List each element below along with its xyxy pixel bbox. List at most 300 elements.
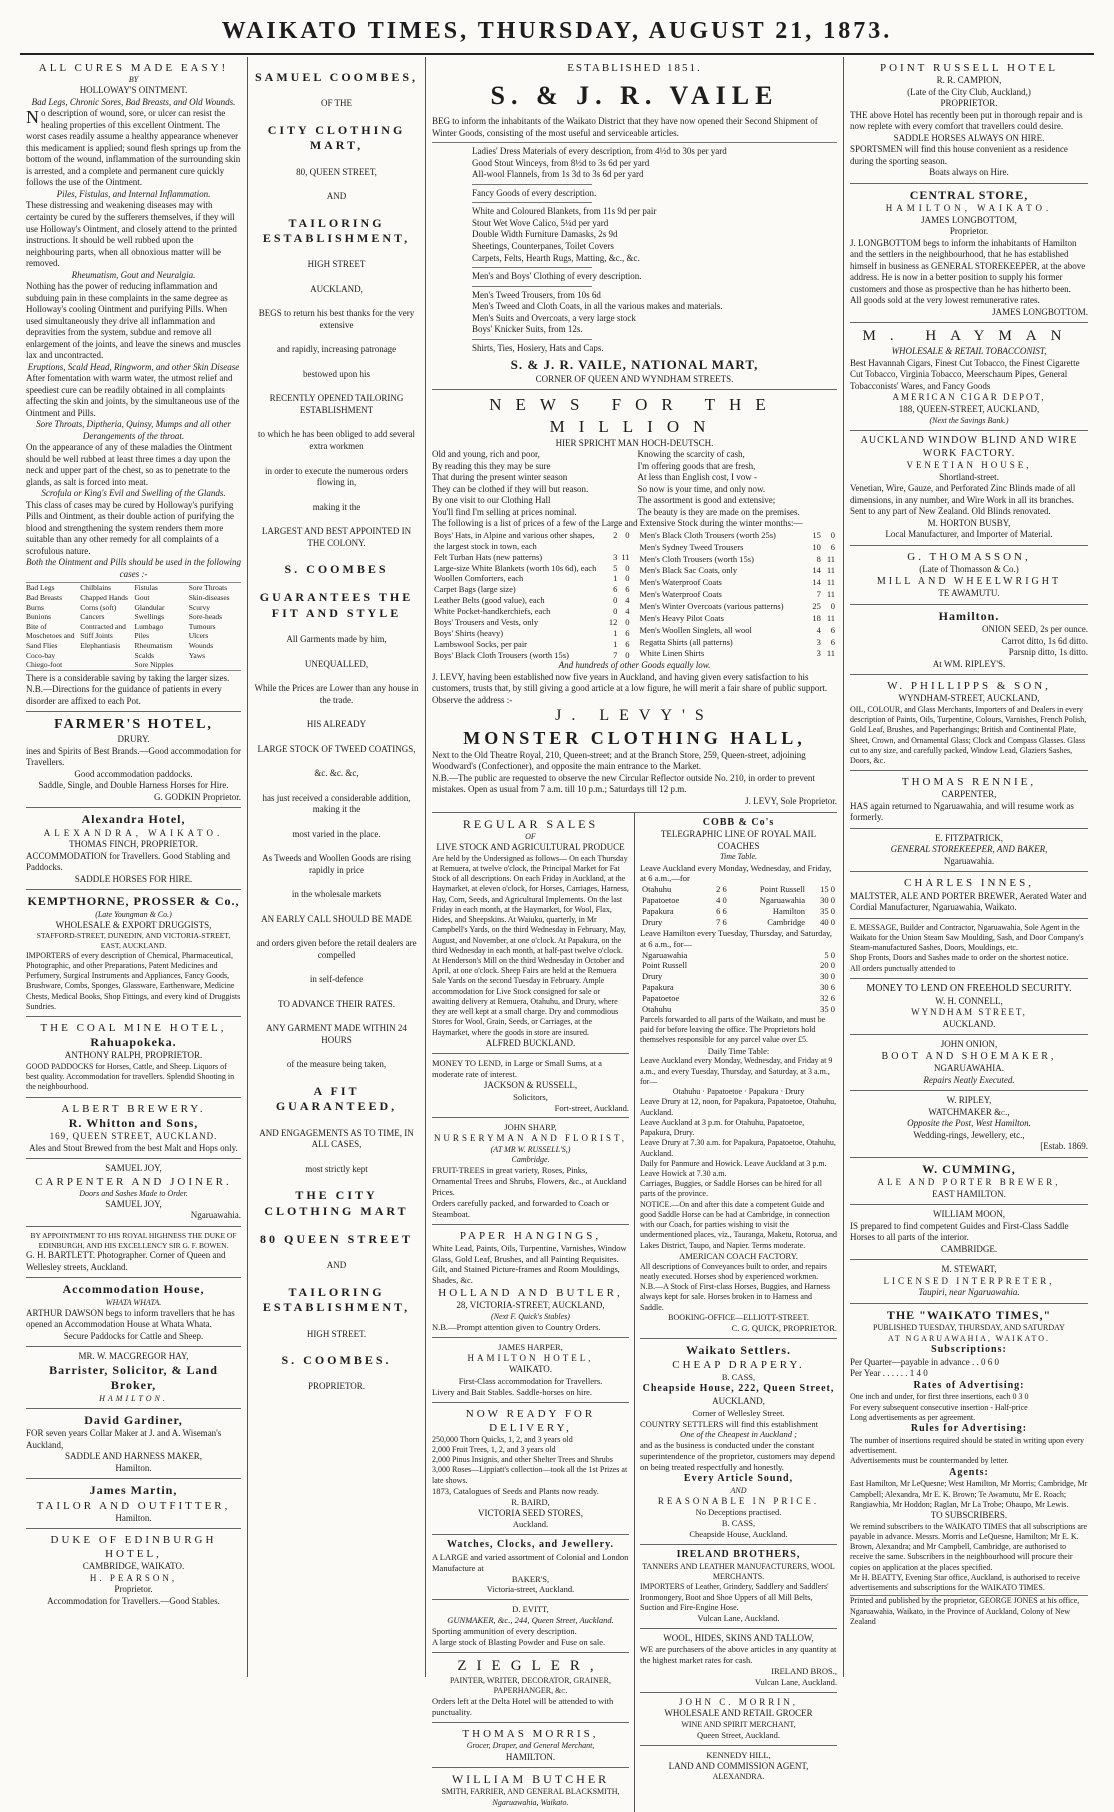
table-cell: Point Russell [759, 884, 806, 895]
ad-wool-hides [640, 1629, 837, 1693]
ad-line: And hundreds of other Goods equally low. [558, 660, 711, 671]
table-cell: 7 6 [716, 916, 727, 927]
table-cell: 0 [625, 529, 630, 540]
ad-kennedy-hill [640, 1746, 837, 1787]
ad-mart: S. & J. R. VAILE, NATIONAL MART, [510, 357, 759, 373]
coombes-line: &c. &c. &c, [314, 768, 359, 779]
ad-ziegler [432, 1653, 629, 1723]
ad-heading: Eruptions, Scald Head, Ringworm, and other Skin Disease [27, 361, 240, 372]
coombes-line: has just received a considerable addition, making it the [262, 792, 411, 815]
table-row [432, 650, 632, 661]
ad-paragraph: Nothing has the power of reducing inflammation and subduing pain in these complaints in the same degree as Holloway's cooling Ointment and purifying Pills. When used simultaneously they drive all inflammation and depravities from the system, subdue and remove all enlargement of the joints, and leave the sinews and muscles lax and uncontracted. [26, 281, 241, 361]
table-cell: 32 6 [820, 993, 835, 1004]
table-row [640, 906, 837, 917]
ad-title: HAMILTON HOTEL, [467, 1352, 594, 1363]
table-row [638, 589, 838, 601]
table-cell: 0 [625, 616, 630, 627]
coombes-line: HIS ALREADY [306, 719, 367, 730]
ad-line: GOOD PADDOCKS for Horses, Cattle, and Sheep. Liquors of best quality. Accommodation for travellers. Splendid Shooting in the neighbourhood. [26, 1061, 235, 1092]
ad-line: Leave Drury at 7.30 a.m. for Papakura, Papatoetoe, Otahuhu, Auckland. [640, 1138, 836, 1158]
coombes-line: A FIT GUARANTEED, [275, 1083, 398, 1114]
ad-line: SADDLE HORSES ALWAYS ON HIRE. [893, 132, 1045, 143]
table-cell: 1 [613, 627, 618, 638]
ad-signature: J. LEVY, Sole Proprietor. [745, 796, 837, 806]
ad-place: ALEXANDRA, WAIKATO. [43, 827, 224, 838]
table-cell: 14 [812, 577, 821, 588]
ad-heading: MONSTER CLOTHING HALL, [463, 727, 806, 748]
table-row [640, 917, 837, 928]
ad-line: AND [730, 1485, 747, 1495]
coombes-line: and orders given before the retail dealers are compelled [256, 938, 417, 960]
ad-title: W. PHILLIPPS & SON, [887, 680, 1051, 693]
ad-line: MONEY TO LEND, in Large or Small Sums, at a moderate rate of interest. [432, 1058, 602, 1080]
ad-heading: Rates of Advertising: [913, 1379, 1025, 1391]
ad-line: WHOLESALE & EXPORT DRUGGISTS, [55, 919, 212, 930]
ailment-table [26, 582, 241, 670]
table-cell: Large-size White Blankets (worth 10s 6d), each [434, 562, 597, 573]
table-cell: Leather Belts (good value), each [434, 595, 545, 606]
ad-line: 1873, Catalogues of Seeds and Plants now ready. [432, 1485, 599, 1496]
table-cell: 30 0 [820, 895, 835, 906]
ad-address: CORNER OF QUEEN AND WYNDHAM STREETS. [535, 373, 734, 384]
table-cell: Men's Winter Overcoats (various patterns) [639, 601, 784, 612]
ad-note: N.B.—Prompt attention given to Country Orders. [432, 1322, 601, 1333]
ad-established: [Estab. 1869. [1040, 1141, 1088, 1152]
ad-title: CARPENTER AND JOINER. [35, 1175, 232, 1188]
table-row [432, 639, 632, 650]
ad-news-million [432, 390, 837, 812]
coombes-line: bestowed upon his [303, 368, 370, 379]
ad-place: AUCKLAND. [942, 1018, 996, 1029]
coombes-line: in the wholesale markets [291, 889, 382, 900]
ad-paragraph: This class of cases may be cured by Holloway's purifying Pills and Ointment, as their double action of purifying the blood and strengthening the system renders them more suitable than any other remedy for all complaints of a scrofulous nature. [26, 499, 234, 556]
table-cell: White Linen Shirts [639, 648, 705, 659]
ad-name: VICTORIA SEED STORES, [478, 1507, 583, 1518]
ad-title: THOMAS MORRIS, [462, 1728, 599, 1741]
ad-window-blind [850, 431, 1088, 546]
table-cell: 4 [816, 624, 821, 635]
ad-poem: Knowing the scarcity of cash, I'm offering goods that are fresh, At less than English cost, I vow - So now is your time, and only now. The assortment is good and extensive; The beauty is they are made on the premises. [637, 449, 800, 517]
ad-subtitle: Repairs Neatly Executed. [923, 1074, 1015, 1085]
table-row [638, 637, 838, 649]
coombes-line: 80 QUEEN STREET [259, 1231, 414, 1246]
table-cell: 30 6 [820, 982, 835, 993]
ad-address: Next to the Old Theatre Royal, 210, Queen-street; and at the Branch Store, 259, Queen-street, adjoining Woodward's (Confectioner), and opposite the main entrance to the Market. [432, 749, 806, 772]
ad-place: HAMILTON. [505, 1751, 556, 1762]
ad-line: BOOKING-OFFICE—ELLIOTT-STREET. [668, 1312, 809, 1322]
ad-title: G. THOMASSON, [907, 550, 1031, 563]
ad-title: THOMAS RENNIE, [901, 776, 1037, 789]
table-cell: Hamilton [772, 906, 806, 917]
table-cell: 11 [826, 612, 835, 623]
ad-heading: Every Article Sound, [683, 1472, 794, 1484]
price-list-left [432, 530, 632, 661]
columns [20, 57, 1094, 1807]
table-cell: Carpet Bags (large size) [434, 584, 516, 595]
ad-whata-whata [26, 1278, 241, 1347]
ad-subtitle: SMITH, FARRIER, AND GENERAL BLACKSMITH, [441, 1787, 620, 1797]
table-row [638, 542, 838, 554]
ad-subtitle: VENETIAN HOUSE, [906, 460, 1032, 471]
table-cell: 2 6 [716, 884, 727, 895]
table-cell: 10 [812, 541, 821, 552]
ad-line: Shop Fronts, Doors and Sashes made to order on the shortest notice. [850, 953, 1069, 963]
table-row [432, 617, 632, 628]
ad-title: S. & J. R. VAILE [490, 81, 779, 111]
table-row [432, 552, 632, 563]
ad-paragraph: HAS again returned to Ngaruawahia, and will resume work as formerly. [850, 800, 1074, 823]
ad-note: (Next the Savings Bank.) [929, 415, 1009, 425]
ad-address: Fort-street, Auckland. [554, 1102, 629, 1113]
ad-title: BOOT AND SHOEMAKER, [881, 1050, 1057, 1062]
table-cell: Boys' Trousers and Vests, only [434, 616, 539, 627]
coombes-line: OF THE [320, 98, 353, 109]
ad-proprietor: ANTHONY RALPH, PROPRIETOR. [64, 1050, 203, 1061]
ad-name: M. HORTON BUSBY, [927, 517, 1011, 528]
ad-title: COBB & Co's [702, 816, 775, 828]
ad-title: WOOL, HIDES, SKINS AND TALLOW, [663, 1632, 814, 1643]
ad-address: Vulcan Lane, Auckland. [697, 1613, 780, 1624]
ad-subtitle: WINE AND SPIRIT MERCHANT, [681, 1719, 796, 1729]
ad-name: D. EVITT, [512, 1604, 549, 1615]
ad-title: NURSERYMAN AND FLORIST, [433, 1133, 628, 1144]
ad-place: Ngaruawahia. [943, 855, 995, 866]
ad-address: 188, QUEEN-STREET, AUCKLAND, [898, 404, 1040, 414]
ad-place: CAMBRIDGE. [940, 1243, 998, 1254]
table-cell: Men's Black Sac Coats, only [639, 565, 738, 576]
ad-paragraph: We remind subscribers to the WAIKATO TIMES that all subscriptions are payable in advance. Messrs. Morris and LeQuesne, Hamilton; Mr E. K. Brown, Alexandra; and Mr Campbell, Cambridge, are authorised to receive the same. Subscribers in the neighbourhood will procure their copies on application at the places specified. [850, 1521, 1088, 1572]
ad-heading: TO SUBSCRIBERS. [930, 1510, 1008, 1521]
coombes-line: S. COOMBES. [281, 1353, 392, 1368]
table-cell: Papakura [642, 982, 674, 993]
table-cell: 6 [830, 541, 835, 552]
ad-line: The number of insertions required should be stated in writing upon every advertisement. [850, 1435, 1084, 1456]
ad-title: NOW READY FOR DELIVERY, [465, 1407, 596, 1434]
ad-place: Hamilton. [115, 1462, 152, 1473]
table-row [640, 884, 837, 895]
ad-heading: Rules for Advertising: [910, 1423, 1028, 1435]
table-cell: Men's Waterproof Coats [639, 577, 722, 588]
table-cell: 5 [613, 562, 618, 573]
table-row [638, 530, 838, 542]
ad-line: Leave Auckland at 3 p.m. for Otahuhu, Papatoetoe, Papakura, Drury. [640, 1117, 805, 1138]
ad-subtitle: TELEGRAPHIC LINE OF ROYAL MAIL COACHES [660, 829, 817, 851]
table-row [638, 625, 838, 637]
ad-heading: AMERICAN COACH FACTORY. [679, 1250, 798, 1261]
ad-signature: R. BAIRD, [511, 1496, 550, 1507]
ad-subtitle: CHEAP DRAPERY. [672, 1359, 805, 1372]
ad-intro: BEG to inform the inhabitants of the Waikato District that they have now opened their Second Shipment of Winter Goods, consisting of the most useful and serviceable articles. [432, 116, 818, 138]
table-row [640, 895, 837, 906]
table-row [638, 648, 838, 660]
ad-subtitle: (Late Youngman & Co.) [95, 909, 172, 919]
ad-title: AUCKLAND WINDOW BLIND AND WIRE WORK FACTORY. [860, 434, 1078, 459]
ad-place: Ngaruawahia, Waikato. [492, 1797, 569, 1807]
ad-line: Leave Auckland every Monday, Wednesday, and Friday, at 6 a.m.,—for [640, 862, 832, 884]
ad-line: BY APPOINTMENT TO HIS ROYAL HIGHNESS THE DUKE OF EDINBURGH, AND HIS EXCELLENCY SIR G. F. BOWEN. [30, 1231, 237, 1250]
table-cell: Boys' Shirts (heavy) [434, 627, 504, 638]
table-cell: 20 0 [820, 960, 835, 971]
table-row [638, 554, 838, 566]
ad-place: AUCKLAND, [712, 1396, 765, 1407]
lower-right [635, 813, 837, 1812]
ad-title: THE "WAIKATO TIMES," [886, 1308, 1052, 1322]
coombes-line: 80, QUEEN STREET, [296, 166, 377, 177]
table-row [640, 960, 837, 971]
ad-title: KEMPTHORNE, PROSSER & Co., [27, 894, 240, 909]
table-cell: 6 [625, 627, 630, 638]
ad-goods: Shirts, Ties, Hosiery, Hats and Caps. [472, 342, 604, 353]
ad-line: Boats always on Hire. [929, 167, 1009, 178]
table-cell: 6 [625, 584, 630, 595]
ad-subtitle: GENERAL STOREKEEPER, AND BAKER, [890, 844, 1048, 855]
ad-paragraph: COUNTRY SETTLERS will find this establishment [640, 1418, 818, 1429]
table-cell: Boys' Black Cloth Trousers (worth 15s) [434, 649, 569, 660]
ad-paragraph: East Hamilton, Mr LeQuesne; West Hamilton, Mr Morris; Cambridge, Mr Campbell; Alexandra, Mr E. K. Brown; Te Awamutu, Mr E. Roach; Rangiawhia, Mr Hoddon; Raglan, Mr La Trobe; Ohaupo, Mr Lewis. [850, 1479, 1088, 1509]
coombes-line: most varied in the place. [292, 828, 381, 839]
ad-line: ARTHUR DAWSON begs to inform travellers that he has opened an Accommodation House at Whata Whata. [26, 1307, 235, 1330]
ad-cobb-coaches [640, 813, 837, 1340]
coach-fares-2 [640, 950, 837, 1015]
table-cell: Point Russell [642, 960, 688, 971]
coombes-line: of the measure being taken, [286, 1059, 387, 1070]
coombes-line: LARGEST AND BEST APPOINTED IN THE COLONY. [261, 526, 412, 548]
ad-goods: White and Coloured Blankets, from 11s 9d per pair Stout Wet Wove Calico, 5¼d per yard Double Width Furniture Damasks, 2s 9d Sheetings, Counterpanes, Toilet Covers Carpets, Felts, Hearth Rugs, Matting, &c., &c. [472, 206, 657, 263]
ad-fitzpatrick [850, 829, 1088, 873]
ad-john-onion [850, 1035, 1088, 1091]
ad-regular-sales [432, 813, 629, 1055]
ad-name: H. PEARSON, [89, 1572, 178, 1583]
table-cell: 0 [625, 649, 630, 660]
table-cell: Regatta Shirts (all patterns) [639, 636, 733, 647]
ad-line: Time Table. [719, 852, 758, 862]
table-row [432, 563, 632, 574]
ad-place: AT NGARUAWAHIA, WAIKATO. [887, 1333, 1051, 1343]
ad-paragraph: All descriptions of Conveyances built to order, and repairs neatly executed. Horses shod by experienced workmen. [640, 1261, 827, 1281]
ad-line: Livery and Bait Stables. Saddle-horses on hire. [432, 1386, 593, 1397]
ad-paragraph: Mr H. BEATTY, Evening Star office, Auckland, is authorised to receive advertisements and subscriptions for the WAIKATO TIMES. [850, 1572, 1080, 1593]
ad-heading: AMERICAN CIGAR DEPOT, [892, 392, 1046, 403]
table-row [640, 950, 837, 961]
table-cell: Ngaruawahia [642, 949, 688, 960]
ad-line: ACCOMMODATION for Travellers. Good Stabling and Paddocks. [26, 850, 230, 873]
coombes-line: making it the [312, 501, 361, 512]
table-cell: Papakura [642, 906, 674, 917]
ad-by: BY [128, 75, 139, 85]
ad-place: Taupiri, near Ngaruawahia. [918, 1287, 1020, 1298]
coombes-line: LARGE STOCK OF TWEED COATINGS, [257, 743, 416, 754]
ad-title: Barrister, Solicitor, & Land Broker, [49, 1362, 218, 1393]
ad-line: All orders punctually attended to [850, 963, 956, 973]
ad-signature: JAMES LONGBOTTOM. [992, 306, 1088, 317]
coombes-line: in order to execute the numerous orders flowing in, [265, 465, 408, 488]
ad-title: Alexandra Hotel, [81, 812, 186, 827]
ad-line: G. H. BARTLETT. Photographer. Corner of Queen and Wellesley streets, Auckland. [26, 1250, 226, 1272]
ad-kempthorne [26, 890, 241, 1017]
coombes-line: TAILORING ESTABLISHMENT, [262, 1284, 411, 1315]
ad-waikato-times-terms [850, 1304, 1088, 1631]
ad-paragraph: THE above Hotel has recently been put in thorough repair and is now replete with every comfort that travellers could desire. [850, 109, 1083, 132]
imprint: Printed and published by the proprietor, GEORGE JONES at his office, Ngaruawahia, Waikato, in the Province of Auckland, Colony of New Zealand [850, 1595, 1088, 1627]
ad-paragraph: Parcels forwarded to all parts of the Waikato, and must be paid for before leaving the office. The Proprietors hold themselves responsible for any parcel value over £5. [640, 1014, 826, 1045]
ad-name: HOLLAND AND BUTLER, [438, 1287, 623, 1300]
ad-line: Observe the address :- [432, 694, 513, 705]
table-cell: 2 [613, 529, 618, 540]
ad-james-harper [432, 1338, 629, 1403]
ad-line: Carriages, Buggies, or Saddle Horses can be hired for all parts of the province. [640, 1179, 822, 1199]
ad-subtitle: (Late of Thomasson & Co.) [919, 564, 1019, 575]
ad-central-store [850, 184, 1088, 324]
table-cell: Men's Black Cloth Trousers (worth 25s) [639, 529, 776, 540]
ad-line: Daily for Panmure and Howick. Leave Auckland at 3 p.m. Leave Howick at 7.30 a.m. [640, 1158, 827, 1178]
coombes-line: and rapidly, increasing patronage [276, 344, 397, 355]
table-cell: Felt Turban Hats (new patterns) [434, 551, 543, 562]
ad-name: SAMUEL JOY, [105, 1163, 162, 1174]
ad-title: ALE AND PORTER BREWER, [877, 1177, 1061, 1188]
table-cell: 18 [812, 612, 821, 623]
ad-line: All goods sold at the very lowest remunerative rates. [850, 295, 1040, 306]
table-cell: 0 [613, 595, 618, 606]
ad-subtitle: Opposite the Post, West Hamilton. [907, 1118, 1031, 1129]
ad-waikato-settlers [640, 1339, 837, 1545]
coombes-line: most strictly kept [305, 1163, 368, 1174]
ad-line: Per Quarter—payable in advance . . 0 6 0 [850, 1356, 999, 1367]
table-row [640, 982, 837, 993]
table-row [432, 606, 632, 617]
table-row [432, 530, 632, 552]
ad-title: WILLIAM BUTCHER [451, 1772, 610, 1787]
coombes-line: S. COOMBES [284, 562, 389, 577]
ad-note: N.B.—The public are requested to observe the new Circular Reflector outside No. 210, in order to prevent mistakes. Open as usual from 7 a.m. till 10 p.m.; Saturdays till 12 p.m. [432, 772, 815, 795]
table-row [432, 584, 632, 595]
ad-subtitle: LIVE STOCK AND AGRICULTURAL PRODUCE [436, 842, 625, 853]
ad-goods: Fancy Goods of every description. [472, 187, 597, 198]
ad-title: PAPER HANGINGS, [459, 1229, 602, 1242]
ad-title: Hamilton. [938, 608, 1000, 623]
table-cell: 7 [613, 649, 618, 660]
column-2 [248, 57, 426, 1677]
ad-subtitle: DRURY. [117, 734, 150, 745]
ad-title: ALBERT BREWERY. [61, 1102, 206, 1115]
table-cell: 0 [613, 606, 618, 616]
ad-duke-edinburgh [26, 1529, 241, 1611]
ad-evitt [432, 1600, 629, 1653]
ad-place: Ngaruawahia. [190, 1210, 241, 1221]
ad-title: Waikato Settlers. [686, 1343, 791, 1358]
ad-name: W. H. CONNELL, [935, 995, 1003, 1006]
ad-title: DUKE OF EDINBURGH HOTEL, [50, 1534, 217, 1561]
table-cell: Lambswool Socks, per pair [434, 638, 528, 649]
table-cell: 25 [812, 601, 821, 612]
ad-line: SADDLE AND HARNESS MAKER, [64, 1451, 202, 1462]
ad-paragraph: WE are purchasers of the above articles in any quantity at the highest market rates for cash. [640, 1644, 837, 1666]
table-cell: 0 [830, 601, 835, 612]
table-cell: White Pocket-handkerchiefs, each [434, 606, 551, 616]
ad-address: WYNDHAM-STREET, AUCKLAND, [898, 693, 1040, 704]
coombes-line: AND [326, 191, 347, 202]
table-cell: 0 [830, 529, 835, 540]
lower-split [432, 813, 837, 1812]
table-cell: 35 0 [820, 906, 835, 917]
ad-line: Good accommodation paddocks. [74, 768, 193, 779]
ad-bartlett [26, 1227, 241, 1278]
ad-paragraph: 250,000 Thorn Quicks, 1, 2, and 3 years old 2,000 Fruit Trees, 1, 2, and 3 years old 2,000 Pinus Insignis, and other Shelter Trees and Shrubs 3,000 Roses—Lippiatt's collection—took all the 1st Prizes at late shows. [432, 1434, 628, 1485]
ad-line: Wedding-rings, Jewellery, etc., [913, 1129, 1025, 1140]
table-row [638, 577, 838, 589]
ad-paragraph: White Lead, Paints, Oils, Turpentine, Varnishes, Window Glass, Gold Leaf, Brushes, and all Painting Requisites. [432, 1242, 627, 1264]
ad-place: WHATA WHATA. [105, 1297, 162, 1307]
ad-heading: Sore Throats, Diptheria, Quinsy, Mumps and all other Derangements of the throat. [36, 419, 231, 441]
table-cell: 15 [812, 529, 821, 540]
ad-proprietor: Proprietor. [949, 226, 989, 237]
lower-left [432, 813, 635, 1812]
ad-signature: C. G. QUICK, PROPRIETOR. [731, 1323, 837, 1334]
coombes-line: in self-defence [309, 974, 364, 985]
ad-coal-mine-hotel [26, 1017, 241, 1098]
ad-samuel-joy [26, 1159, 241, 1227]
table-cell: 4 [625, 606, 630, 616]
ad-subtitle: TANNERS AND LEATHER MANUFACTURERS, WOOL MERCHANTS. [642, 1561, 835, 1582]
coombes-line: GUARANTEES THE FIT AND STYLE [259, 590, 414, 620]
masthead: WAIKATO TIMES, THURSDAY, AUGUST 21, 1873. [20, 12, 1094, 55]
table-cell: 6 [625, 638, 630, 649]
table-row [640, 993, 837, 1004]
table-cell: 8 [816, 553, 821, 564]
ad-heading: Scrofula or King's Evil and Swelling of the Glands. [41, 488, 226, 499]
ad-name: JOHN SHARP, [504, 1122, 557, 1133]
ad-paragraph: IS prepared to find competent Guides and First-Class Saddle Horses to all parts of the interior. [850, 1220, 1069, 1243]
table-row [432, 595, 632, 606]
ad-line: SPORTSMEN will find this house convenient as a residence during the sporting season. [850, 144, 1068, 166]
ad-morrin [640, 1693, 837, 1746]
ad-proprietor: PROPRIETOR. [940, 98, 998, 109]
table-cell: Papatoetoe [642, 895, 680, 906]
ad-subtitle: PAINTER, WRITER, DECORATOR, GRAINER, PAPERHANGER, &c. [450, 1676, 611, 1696]
ad-line: Ales and Stout Brewed from the best Malt and Hops only. [29, 1142, 238, 1153]
table-row [432, 628, 632, 639]
ad-stewart [850, 1260, 1088, 1304]
ad-subtitle: HOLLOWAY'S OINTMENT. [79, 85, 188, 96]
table-cell: 35 0 [820, 1003, 835, 1014]
table-cell: Men's Sydney Tweed Trousers [639, 541, 744, 552]
ad-paragraph: Best Havannah Cigars, Finest Cut Tobacco, the Finest Cigarette Cut Tobacco, Virginia Tobacco, Meerschaum Pipes, General Tobacconists' Wares, and Fancy Goods [850, 357, 1080, 391]
ad-paragraph: Are held by the Undersigned as follows— On each Thursday at Remuera, at twelve o'clock, the Principal Market for Fat Stock of all descriptions. On each Friday in Auckland, at the Haymarket, at eleven o'clock, for Horses, Carriages, Harness, Hay, Corn, Seeds, and Agricultural Implements. On the last Friday in each month, at the Haymarket, for Wool, Flax, Hides, and Sheepskins. At Waiuku, quarterly, in Mr Campbell's Yards, on the third Wednesday in February, May, August, and November, at one o'clock. At Papakura, on the third Wednesday in each month, at half-past twelve o'clock. At Henderson's Mill on the third Wednesday in October and April, at one o'clock. Sheep Fairs are held at the Remuera Sale Yards on the second Tuesday in February. Ample accommodation for Live Stock consigned for sale or awaiting delivery at Remuera, Otahuhu, and Drury, where they are well kept at a small charge. Dry and commodious Stores for Wool, Grain, Seeds, or Carriages, at the Haymarket, where the goods in store are insured. [432, 853, 629, 1037]
ad-holloway [26, 57, 241, 712]
ad-title: THE COAL MINE HOTEL, [40, 1022, 227, 1035]
ad-paragraph: and as the business is conducted under the constant superintendence of the proprietor, customers may depend on being treated respectfully and honestly. [640, 1440, 835, 1473]
table-row [640, 1004, 837, 1015]
ad-title: CENTRAL STORE, [909, 187, 1029, 202]
table-cell: Men's Waterproof Coats [639, 589, 722, 600]
ad-phillipps [850, 675, 1088, 771]
coombes-line: UNEQUALLED, [304, 658, 369, 669]
coombes-line: All Garments made by him, [286, 634, 387, 645]
ad-name: W. RIPLEY, [946, 1095, 992, 1106]
ad-place: WAIKATO. [508, 1364, 553, 1375]
ad-line: Orders carefully packed, and forwarded to Coach or Steamboat. [432, 1197, 610, 1219]
table-row [638, 601, 838, 613]
ad-paragraph: After fomentation with warm water, the utmost relief and speediest cure can be readily obtained in all complaints affecting the skin and joints, by the simultaneous use of the Ointment and Pills. [26, 373, 240, 418]
ad-list-intro: The following is a list of prices of a few of the Large and Extensive Stock during the winter months:— [432, 518, 803, 529]
ad-line: Sent to any part of New Zealand. Old Blinds renovated. [850, 506, 1051, 517]
table-cell: 1 [613, 573, 618, 584]
ad-address: Cheapside House, 222, Queen Street, [642, 1383, 835, 1395]
ad-paragraph: N.B.—A Stock of First-class Horses, Buggies, and Harness always kept for sale. Horses broken in to Harness and Saddle. [640, 1282, 830, 1312]
table-cell: Cambridge [767, 916, 806, 927]
coach-fares-1 [640, 884, 837, 928]
ad-line: Per Year . . . . . . 1 4 0 [850, 1368, 928, 1379]
ad-line: IMPORTERS of every description of Chemical, Pharmaceutical, Photographic, and other Preparations, Patent Medicines and Perfumery, Surgical Instruments and Appliances, Fancy Goods, Brushware, Combs, Sponges, Glassware, Earthenware, Medicine Chests, Medical Books, Shop Fittings, and every kind of Druggists Sundries. [26, 950, 241, 1011]
